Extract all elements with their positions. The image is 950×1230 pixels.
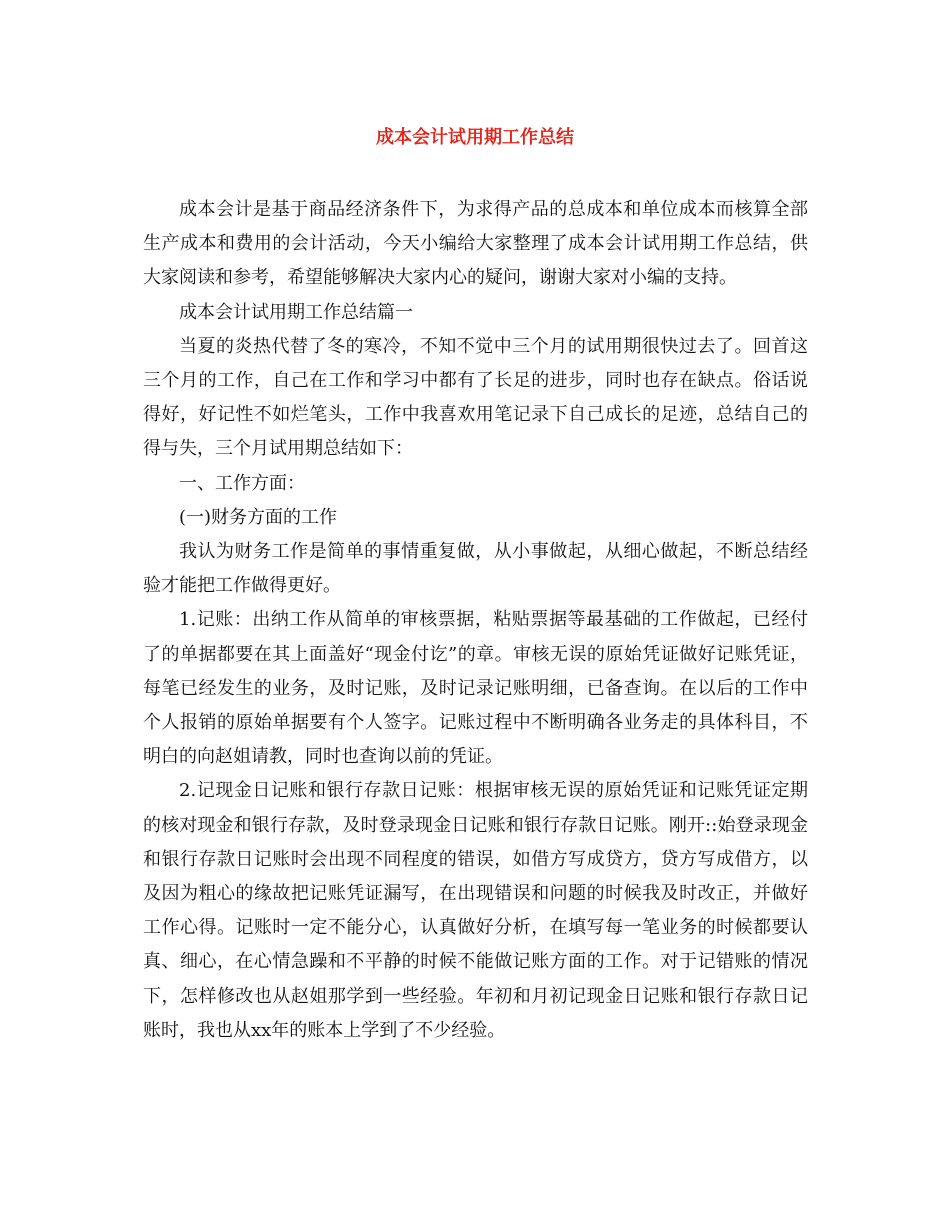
document-title: 成本会计试用期工作总结 [376, 127, 574, 148]
paragraph-work-heading: 一、工作方面： [179, 472, 305, 494]
paragraph-finance-heading: (一)财务方面的工作 [179, 506, 338, 528]
paragraph-opening: 当夏的炎热代替了冬的寒冷，不知不觉中三个月的试用期很快过去了。回首这三个月的工作，自己在工作和学习中都有了长足的进步，同时也存在缺点。俗话说得好，好记性不如烂笔头，工作中我喜欢用笔记录下自己成长的足迹，总结自己的得与失，三个月试用期总结如下： [143, 335, 808, 460]
paragraph-item-2: 2.记现金日记账和银行存款日记账：根据审核无误的原始凭证和记账凭证定期的核对现金和银行存款，及时登录现金日记账和银行存款日记账。刚开::始登录现金和银行存款日记账时会出现不同程度的错误，如借方写成贷方，贷方写成借方，以及因为粗心的缘故把记账凭证漏写，在出现错误和问题的时候我及时改正，并做好工作心得。记账时一定不能分心，认真做好分析，在填写每一笔业务的时候都要认真、细心，在心情急躁和不平静的时候不能做记账方面的工作。对于记错账的情况下，怎样修改也从赵姐那学到一些经验。年初和月初记现金日记账和银行存款日记账时，我也从xx年的账本上学到了不少经验。 [143, 780, 808, 1041]
document-body [143, 193, 808, 1048]
paragraph-item-1: 1.记账：出纳工作从简单的审核票据，粘贴票据等最基础的工作做起，已经付了的单据都要在其上面盖好“现金付讫”的章。审核无误的原始凭证做好记账凭证，每笔已经发生的业务，及时记账，及时记录记账明细，已备查询。在以后的工作中个人报销的原始单据要有个人签字。记账过程中不断明确各业务走的具体科目，不明白的向赵姐请教，同时也查询以前的凭证。 [143, 609, 808, 768]
paragraph-intro: 成本会计是基于商品经济条件下，为求得产品的总成本和单位成本而核算全部生产成本和费用的会计活动，今天小编给大家整理了成本会计试用期工作总结，供大家阅读和参考，希望能够解决大家内心的疑问，谢谢大家对小编的支持。 [143, 199, 808, 289]
paragraph-finance-view: 我认为财务工作是简单的事情重复做，从小事做起，从细心做起，不断总结经验才能把工作做得更好。 [143, 541, 808, 597]
paragraph-section-heading: 成本会计试用期工作总结篇一 [179, 301, 413, 323]
